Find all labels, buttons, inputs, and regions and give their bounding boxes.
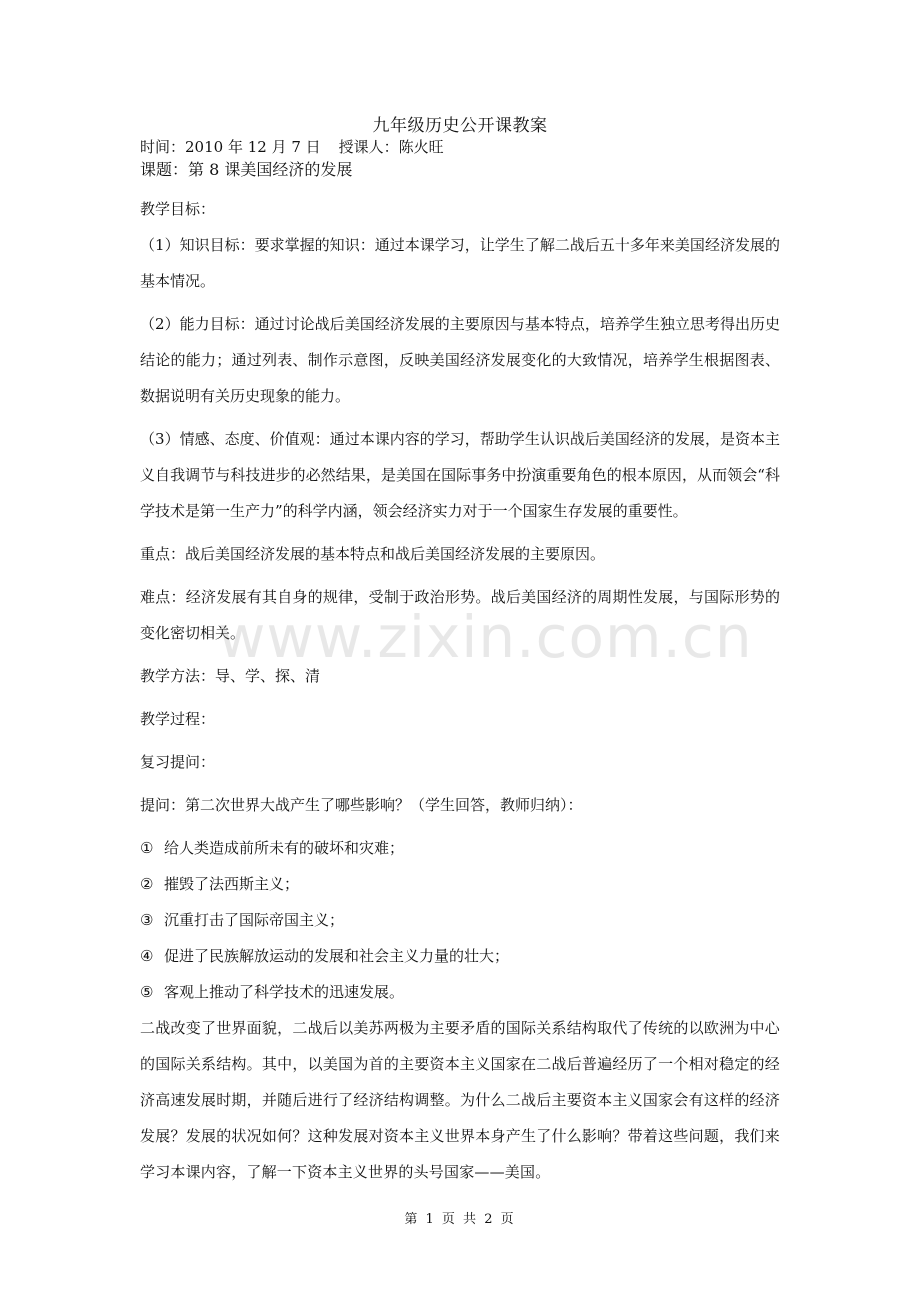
lesson-date: 时间：2010 年 12 月 7 日 — [140, 138, 321, 156]
document-body — [140, 191, 780, 1190]
teacher-name: 授课人：陈火旺 — [338, 138, 444, 156]
lesson-topic: 课题：第 8 课美国经济的发展 — [140, 160, 353, 179]
difficulty: 难点：经济发展有其自身的规律，受制于政治形势。战后美国经济的周期性发展，与国际形势的变化密切相关。 — [140, 588, 780, 642]
answer-list — [140, 830, 780, 1010]
list-item: ⑤ 客观上推动了科学技术的迅速发展。 — [140, 983, 405, 1001]
list-item: ① 给人类造成前所未有的破坏和灾难； — [140, 839, 405, 857]
review-question: 提问：第二次世界大战产生了哪些影响？（学生回答，教师归纳）： — [140, 796, 583, 814]
goals-heading: 教学目标： — [140, 200, 216, 218]
document-title: 九年级历史公开课教案 — [372, 116, 548, 136]
watermark: www.zixin.com.cn — [218, 603, 753, 671]
teaching-process: 教学过程： — [140, 710, 216, 728]
list-item: ③ 沉重打击了国际帝国主义； — [140, 911, 345, 929]
list-item: ② 摧毁了法西斯主义； — [140, 875, 300, 893]
page-number: 第 1 页 共 2 页 — [404, 1212, 516, 1227]
goal-attitude: （3）情感、态度、价值观：通过本课内容的学习，帮助学生认识战后美国经济的发展，是资本主义自我调节与科技进步的必然结果，是美国在国际事务中扮演重要角色的根本原因，从而领会“科学技术是第一生产力”的科学内涵，领会经济实力对于一个国家生存发展的重要性。 — [140, 430, 780, 520]
goal-ability: （2）能力目标：通过讨论战后美国经济发展的主要原因与基本特点，培养学生独立思考得出历史结论的能力；通过列表、制作示意图，反映美国经济发展变化的大致情况，培养学生根据图表、数据说明有关历史现象的能力。 — [140, 315, 780, 405]
meta-line — [140, 137, 444, 157]
list-item: ④ 促进了民族解放运动的发展和社会主义力量的壮大； — [140, 947, 510, 965]
review-heading: 复习提问： — [140, 753, 216, 771]
closing-paragraph: 二战改变了世界面貌，二战后以美苏两极为主要矛盾的国际关系结构取代了传统的以欧洲为中心的国际关系结构。其中，以美国为首的主要资本主义国家在二战后普遍经历了一个相对稳定的经济高速发展时期，并随后进行了经济结构调整。为什么二战后主要资本主义国家会有这样的经济发展？发展的状况如何？这种发展对资本主义世界本身产生了什么影响？带着这些问题，我们来学习本课内容，了解一下资本主义世界的头号国家——美国。 — [140, 1019, 780, 1181]
teaching-method: 教学方法：导、学、探、清 — [140, 667, 321, 685]
goal-knowledge: （1）知识目标：要求掌握的知识：通过本课学习，让学生了解二战后五十多年来美国经济发展的基本情况。 — [140, 236, 780, 290]
key-point: 重点：战后美国经济发展的基本特点和战后美国经济发展的主要原因。 — [140, 545, 606, 563]
